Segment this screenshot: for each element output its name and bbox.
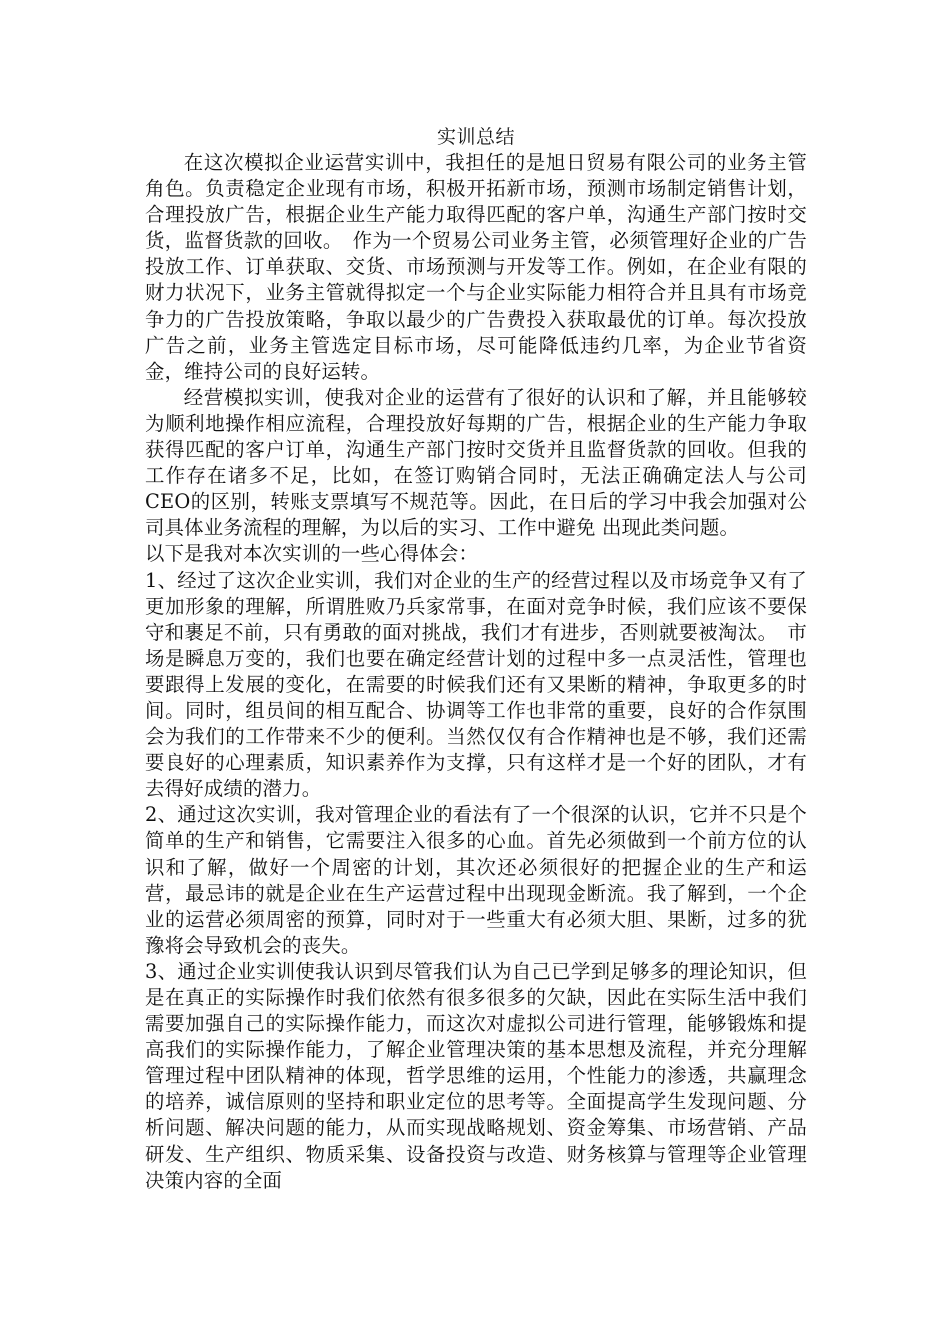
paragraph-4: 1、经过了这次企业实训，我们对企业的生产的经营过程以及市场竞争又有了更加形象的理解，所谓胜败乃兵家常事，在面对竞争时候，我们应该不要保守和裹足不前，只有勇敢的面对挑战，我们才有进步，否则就要被淘汰。 市场是瞬息万变的，我们也要在确定经营计划的过程中多一点灵活性，管理也要跟得上发展的变化，在需要的时候我们还有又果断的精神，争取更多的时间。同时，组员间的相互配合、协调等工作也非常的重要，良好的合作氛围会为我们的工作带来不少的便利。当然仅仅有合作精神也是不够，我们还需要良好的心理素质，知识素养作为支撑，只有这样才是一个好的团队，才有去得好成绩的潜力。 xyxy=(145,568,807,801)
paragraph-1: 在这次模拟企业运营实训中，我担任的是旭日贸易有限公司的业务主管角色。负责稳定企业现有市场，积极开拓新市场，预测市场制定销售计划，合理投放广告，根据企业生产能力取得匹配的客户单，沟通生产部门按时交货，监督货款的回收。 作为一个贸易公司业务主管，必须管理好企业的广告投放工作、订单获取、交货、市场预测与开发等工作。例如，在企业有限的财力状况下，业务主管就得拟定一个与企业实际能力相符合并且具有市场竞争力的广告投放策略，争取以最少的广告费投入获取最优的订单。每次投放广告之前，业务主管选定目标市场，尽可能降低违约几率，为企业节省资金，维持公司的良好运转。 xyxy=(145,151,807,383)
paragraph-5: 2、通过这次实训，我对管理企业的看法有了一个很深的认识，它并不只是个简单的生产和销售，它需要注入很多的心血。首先必须做到一个前方位的认识和了解，做好一个周密的计划，其次还必须很好的把握企业的生产和运营，最忌讳的就是企业在生产运营过程中出现现金断流。我了解到，一个企业的运营必须周密的预算，同时对于一些重大有必须大胆、果断，过多的犹豫将会导致机会的丧失。 xyxy=(145,803,807,957)
document-title: 实训总结 xyxy=(436,126,515,148)
document-page xyxy=(145,126,807,1194)
paragraph-2: 经营模拟实训，使我对企业的运营有了很好的认识和了解，并且能够较为顺利地操作相应流程，合理投放好每期的广告，根据企业的生产能力争取获得匹配的客户订单，沟通生产部门按时交货并且监督货款的回收。但我的工作存在诸多不足，比如，在签订购销合同时，无法正确确定法人与公司CEO的区别，转账支票填写不规范等。因此，在日后的学习中我会加强对公司具体业务流程的理解，为以后的实习、工作中避免 出现此类问题。 xyxy=(145,385,807,540)
paragraph-3: 以下是我对本次实训的一些心得体会： xyxy=(145,542,479,566)
paragraph-6: 3、通过企业实训使我认识到尽管我们认为自己已学到足够多的理论知识，但是在真正的实际操作时我们依然有很多很多的欠缺，因此在实际生活中我们需要加强自己的实际操作能力，而这次对虚拟公司进行管理，能够锻炼和提高我们的实际操作能力，了解企业管理决策的基本思想及流程，并充分理解管理过程中团队精神的体现，哲学思维的运用，个性能力的渗透，共赢理念的培养，诚信原则的坚持和职业定位的思考等。全面提高学生发现问题、分析问题、解决问题的能力，从而实现战略规划、资金筹集、市场营销、产品研发、生产组织、物质采集、设备投资与改造、财务核算与管理等企业管理决策内容的全面 xyxy=(145,959,807,1192)
